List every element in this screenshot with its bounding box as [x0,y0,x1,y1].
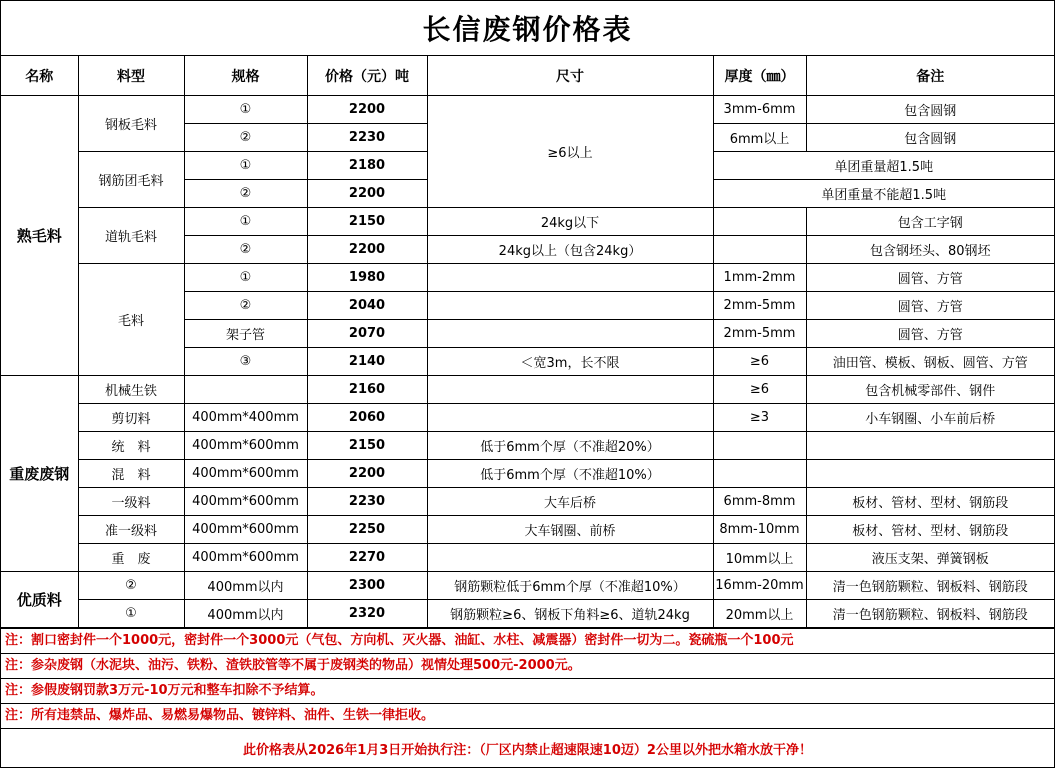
thickness-cell: 8mm-10mm [713,516,806,544]
note-cell: 清一色钢筋颗粒、钢板料、钢筋段 [806,600,1054,628]
price-cell: 2200 [307,236,427,264]
note-cell: 圆管、方管 [806,320,1054,348]
spec-cell: 400mm*600mm [184,460,307,488]
price-cell: 2200 [307,180,427,208]
note-cell: 包含工字钢 [806,208,1054,236]
size-cell: 大车钢圈、前桥 [427,516,713,544]
price-cell: 2160 [307,376,427,404]
price-cell: 2230 [307,124,427,152]
spec-cell [184,376,307,404]
table-row [1,264,1054,292]
table-row [1,488,1054,516]
header-note: 备注 [806,56,1054,96]
header-size: 尺寸 [427,56,713,96]
type-cell: ① [78,600,184,628]
note-cell: 板材、管材、型材、钢筋段 [806,516,1054,544]
spec-cell: 架子管 [184,320,307,348]
type-cell: 道轨毛料 [78,208,184,264]
header-type: 料型 [78,56,184,96]
size-cell [427,544,713,572]
category-cell: 优质料 [1,572,78,628]
table-row [1,544,1054,572]
thickness-cell: ≥6 [713,376,806,404]
note-cell: 小车钢圈、小车前后桥 [806,404,1054,432]
size-cell: ＜宽3m，长不限 [427,348,713,376]
thickness-cell: 1mm-2mm [713,264,806,292]
note-cell: 液压支架、弹簧钢板 [806,544,1054,572]
price-cell: 2200 [307,96,427,124]
price-cell: 2250 [307,516,427,544]
size-cell: 大车后桥 [427,488,713,516]
spec-cell: ② [184,124,307,152]
notes-section [1,628,1054,773]
note-cell: 板材、管材、型材、钢筋段 [806,488,1054,516]
price-cell: 2040 [307,292,427,320]
header-spec: 规格 [184,56,307,96]
category-cell: 重废废钢 [1,376,78,572]
header-row [1,56,1054,96]
table-row [1,404,1054,432]
thickness-cell [713,460,806,488]
note-cell: 油田管、模板、钢板、圆管、方管 [806,348,1054,376]
size-cell: 24kg以下 [427,208,713,236]
size-cell [427,404,713,432]
price-cell: 2200 [307,460,427,488]
type-cell: 毛料 [78,264,184,376]
thickness-cell: 16mm-20mm [713,572,806,600]
spec-cell: ③ [184,348,307,376]
note-cell: 清一色钢筋颗粒、钢板料、钢筋段 [806,572,1054,600]
size-cell [427,292,713,320]
size-cell: 钢筋颗粒低于6mm个厚（不准超10%） [427,572,713,600]
size-cell: 24kg以上（包含24kg） [427,236,713,264]
thickness-cell: 20mm以上 [713,600,806,628]
type-cell: 钢筋团毛料 [78,152,184,208]
size-cell [427,264,713,292]
price-cell: 2150 [307,432,427,460]
price-table [1,56,1054,628]
table-row [1,460,1054,488]
note-line: 注：所有违禁品、爆炸品、易燃易爆物品、镀锌料、油件、生铁一律拒收。 [1,704,1054,729]
note-cell: 包含钢坯头、80钢坯 [806,236,1054,264]
spec-cell: 400mm以内 [184,600,307,628]
note-cell: 圆管、方管 [806,292,1054,320]
table-row [1,96,1054,124]
price-cell: 2150 [307,208,427,236]
note-line: 注：参杂废钢（水泥块、油污、铁粉、渣铁胶管等不属于废钢类的物品）视情处理500元-2000元。 [1,654,1054,679]
thickness-cell: 10mm以上 [713,544,806,572]
type-cell: 剪切料 [78,404,184,432]
spec-cell: ② [184,236,307,264]
spec-cell: 400mm*600mm [184,544,307,572]
price-cell: 2060 [307,404,427,432]
note-cell: 包含圆钢 [806,124,1054,152]
thickness-cell: 2mm-5mm [713,320,806,348]
note-line: 注：割口密封件一个1000元，密封件一个3000元（气包、方向机、灭火器、油缸、水柱、减震器）密封件一切为二。瓷硫瓶一个100元 [1,629,1054,654]
thickness-cell: ≥3 [713,404,806,432]
spec-cell: ② [184,292,307,320]
note-cell [806,460,1054,488]
size-cell [427,376,713,404]
note-cell: 圆管、方管 [806,264,1054,292]
size-cell: 低于6mm个厚（不准超10%） [427,460,713,488]
thickness-cell: 3mm-6mm [713,96,806,124]
thickness-cell: 6mm-8mm [713,488,806,516]
price-cell: 2180 [307,152,427,180]
header-thickness: 厚度（㎜） [713,56,806,96]
note-cell: 包含圆钢 [806,96,1054,124]
table-row [1,376,1054,404]
price-cell: 2300 [307,572,427,600]
spec-cell: 400mm以内 [184,572,307,600]
thickness-cell [713,236,806,264]
price-cell: 2230 [307,488,427,516]
header-price: 价格（元）吨 [307,56,427,96]
note-cell: 包含机械零部件、钢件 [806,376,1054,404]
price-cell: 1980 [307,264,427,292]
table-row [1,432,1054,460]
type-cell: 一级料 [78,488,184,516]
size-cell [427,320,713,348]
size-cell: ≥6以上 [427,96,713,208]
spec-cell: ① [184,264,307,292]
table-row [1,600,1054,628]
footer-notice: 此价格表从2026年1月3日开始执行注：（厂区内禁止超速限速10迈）2公里以外把水箱水放干净！ [243,743,812,758]
spec-cell: ② [184,180,307,208]
type-cell: 机械生铁 [78,376,184,404]
thickness-cell: ≥6 [713,348,806,376]
spec-cell: 400mm*400mm [184,404,307,432]
table-row [1,208,1054,236]
thickness-cell: 6mm以上 [713,124,806,152]
spec-cell: ① [184,152,307,180]
thickness-cell [713,432,806,460]
size-cell: 低于6mm个厚（不准超20%） [427,432,713,460]
note-cell [806,432,1054,460]
category-cell: 熟毛料 [1,96,78,376]
thickness-cell [713,208,806,236]
type-cell: 准一级料 [78,516,184,544]
spec-cell: 400mm*600mm [184,488,307,516]
note-cell: 单团重量超1.5吨 [713,152,1054,180]
type-cell: 混 料 [78,460,184,488]
spec-cell: 400mm*600mm [184,516,307,544]
price-cell: 2320 [307,600,427,628]
type-cell: 钢板毛料 [78,96,184,152]
price-cell: 2070 [307,320,427,348]
type-cell: 统 料 [78,432,184,460]
note-cell: 单团重量不能超1.5吨 [713,180,1054,208]
page-title: 长信废钢价格表 [1,1,1054,56]
spec-cell: ① [184,208,307,236]
spec-cell: ① [184,96,307,124]
table-row [1,572,1054,600]
price-cell: 2140 [307,348,427,376]
spec-cell: 400mm*600mm [184,432,307,460]
note-line: 注：参假废钢罚款3万元-10万元和整车扣除不予结算。 [1,679,1054,704]
thickness-cell: 2mm-5mm [713,292,806,320]
type-cell: ② [78,572,184,600]
price-cell: 2270 [307,544,427,572]
header-name: 名称 [1,56,78,96]
table-row [1,516,1054,544]
type-cell: 重 废 [78,544,184,572]
size-cell: 钢筋颗粒≥6、钢板下角料≥6、道轨24kg [427,600,713,628]
